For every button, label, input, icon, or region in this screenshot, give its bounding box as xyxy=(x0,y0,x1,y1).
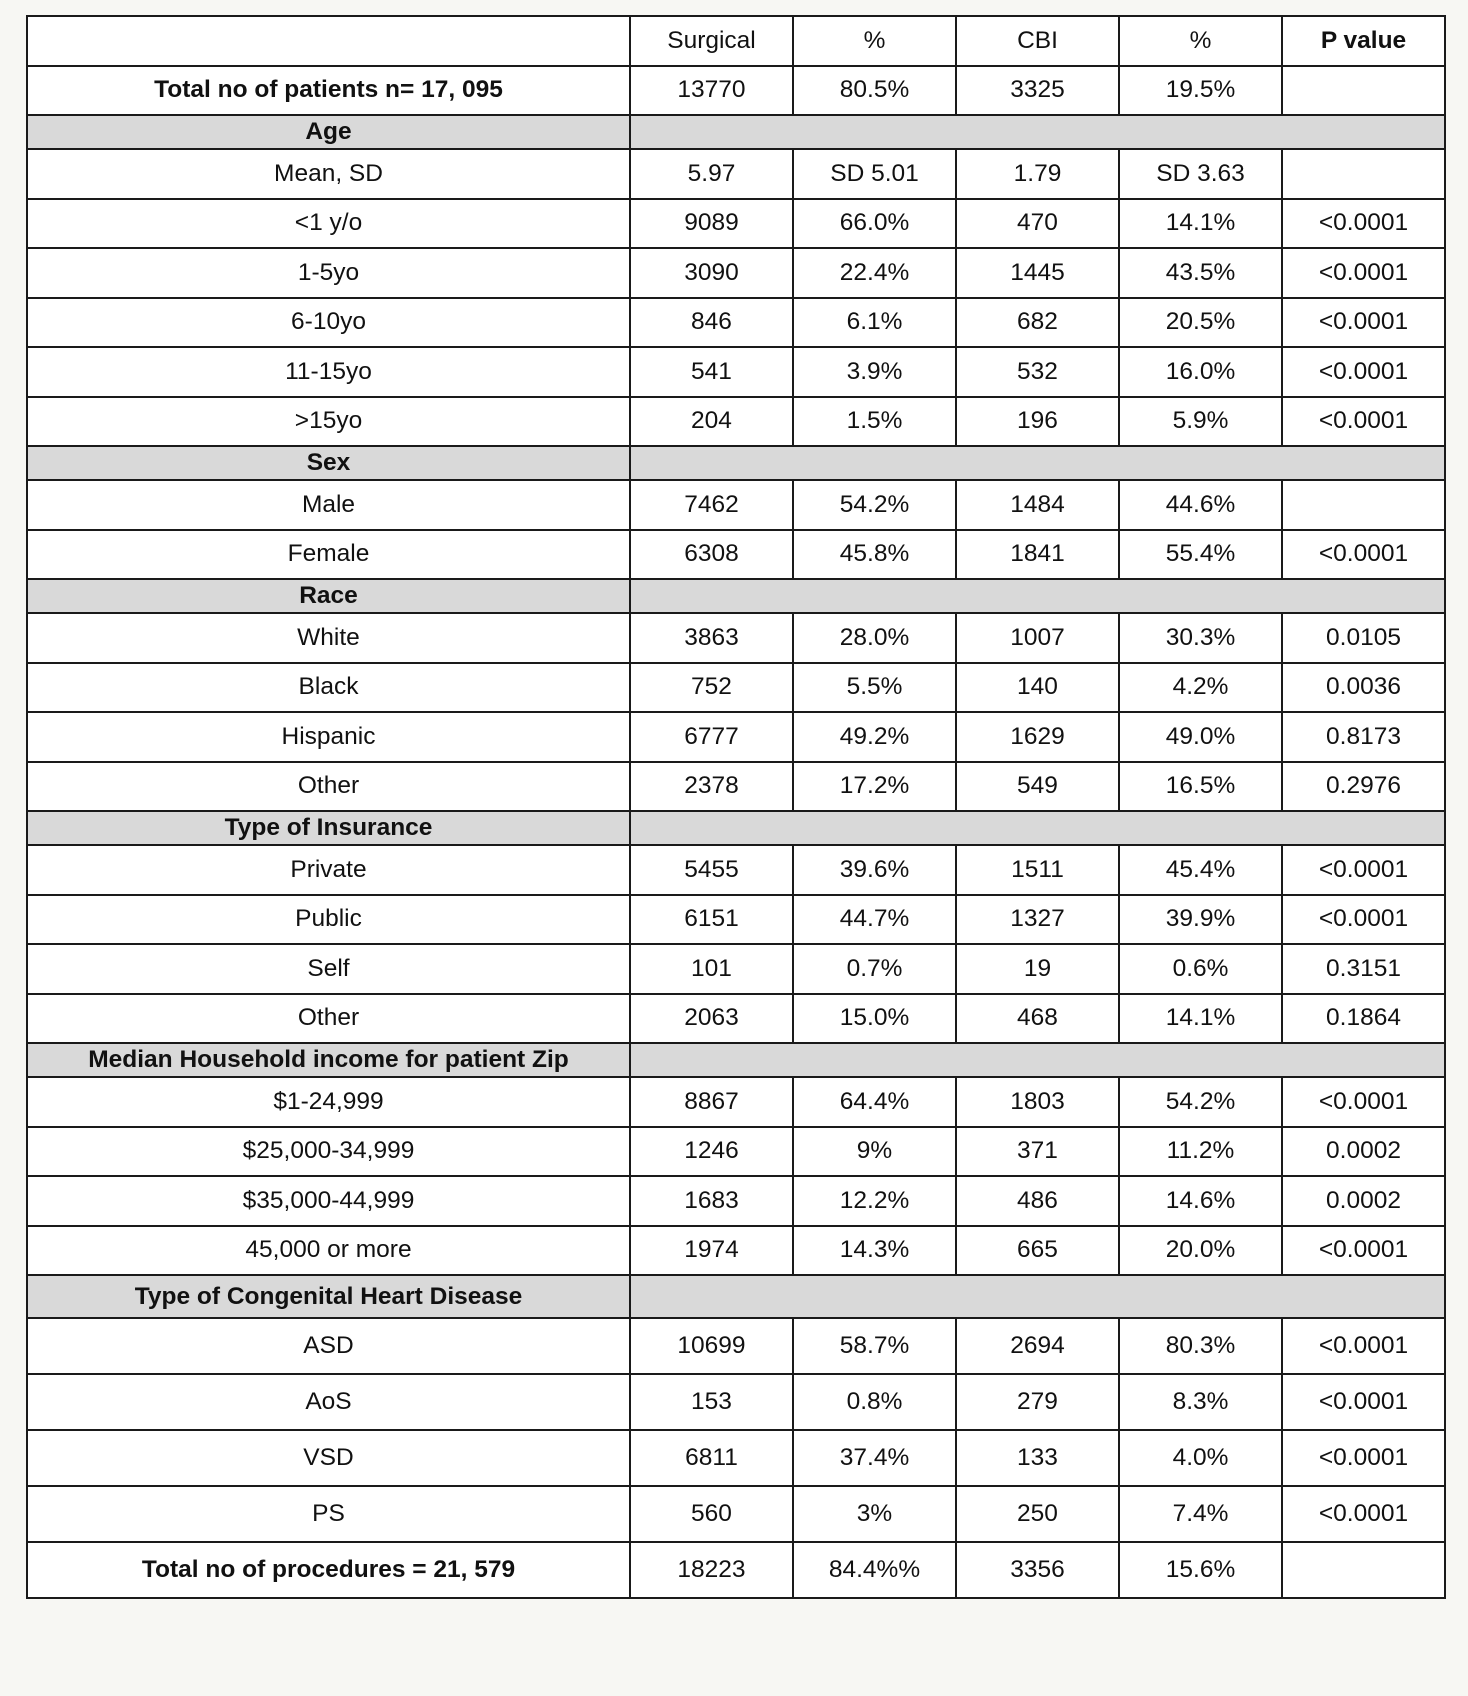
surgical-count: 1246 xyxy=(630,1127,793,1177)
section-header-row xyxy=(27,1275,1445,1318)
header-cell-p-value: P value xyxy=(1282,16,1445,66)
header-cell-label xyxy=(27,16,630,66)
cbi-count: 250 xyxy=(956,1486,1119,1542)
table-row xyxy=(27,298,1445,348)
surgical-percent: 17.2% xyxy=(793,762,956,812)
p-value: 0.8173 xyxy=(1282,712,1445,762)
table-row xyxy=(27,347,1445,397)
cbi-count: 665 xyxy=(956,1226,1119,1276)
surgical-percent: 64.4% xyxy=(793,1077,956,1127)
cbi-percent: 16.5% xyxy=(1119,762,1282,812)
table-row xyxy=(27,1176,1445,1226)
surgical-count: 6777 xyxy=(630,712,793,762)
p-value: <0.0001 xyxy=(1282,199,1445,249)
p-value: <0.0001 xyxy=(1282,298,1445,348)
row-label: $1-24,999 xyxy=(27,1077,630,1127)
cbi-count: 1327 xyxy=(956,895,1119,945)
row-label: AoS xyxy=(27,1374,630,1430)
total-row xyxy=(27,1542,1445,1598)
cbi-percent: 19.5% xyxy=(1119,66,1282,116)
table-row xyxy=(27,895,1445,945)
surgical-percent: SD 5.01 xyxy=(793,149,956,199)
table-row xyxy=(27,530,1445,580)
cbi-count: 1803 xyxy=(956,1077,1119,1127)
surgical-count: 5.97 xyxy=(630,149,793,199)
surgical-count: 846 xyxy=(630,298,793,348)
p-value: 0.1864 xyxy=(1282,994,1445,1044)
section-header-row xyxy=(27,1043,1445,1077)
section-filler xyxy=(630,115,1445,149)
section-header-row xyxy=(27,579,1445,613)
cbi-count: 532 xyxy=(956,347,1119,397)
p-value xyxy=(1282,480,1445,530)
cbi-percent: 20.5% xyxy=(1119,298,1282,348)
surgical-count: 10699 xyxy=(630,1318,793,1374)
p-value: <0.0001 xyxy=(1282,248,1445,298)
row-label: Total no of patients n= 17, 095 xyxy=(27,66,630,116)
cbi-count: 196 xyxy=(956,397,1119,447)
surgical-percent: 5.5% xyxy=(793,663,956,713)
cbi-percent: 11.2% xyxy=(1119,1127,1282,1177)
surgical-percent: 45.8% xyxy=(793,530,956,580)
surgical-count: 5455 xyxy=(630,845,793,895)
surgical-count: 13770 xyxy=(630,66,793,116)
header-cell-cbi: CBI xyxy=(956,16,1119,66)
surgical-count: 8867 xyxy=(630,1077,793,1127)
surgical-count: 2378 xyxy=(630,762,793,812)
surgical-percent: 9% xyxy=(793,1127,956,1177)
cbi-percent: 7.4% xyxy=(1119,1486,1282,1542)
cbi-count: 279 xyxy=(956,1374,1119,1430)
row-label: Female xyxy=(27,530,630,580)
surgical-count: 7462 xyxy=(630,480,793,530)
p-value: <0.0001 xyxy=(1282,1226,1445,1276)
row-label: 6-10yo xyxy=(27,298,630,348)
row-label: 45,000 or more xyxy=(27,1226,630,1276)
cbi-percent: 45.4% xyxy=(1119,845,1282,895)
cbi-percent: 30.3% xyxy=(1119,613,1282,663)
surgical-percent: 54.2% xyxy=(793,480,956,530)
row-label: Private xyxy=(27,845,630,895)
cbi-count: 1841 xyxy=(956,530,1119,580)
surgical-percent: 0.8% xyxy=(793,1374,956,1430)
surgical-percent: 44.7% xyxy=(793,895,956,945)
cbi-count: 1511 xyxy=(956,845,1119,895)
surgical-count: 101 xyxy=(630,944,793,994)
table-row xyxy=(27,480,1445,530)
cbi-count: 470 xyxy=(956,199,1119,249)
section-label: Type of Congenital Heart Disease xyxy=(27,1275,630,1318)
row-label: Public xyxy=(27,895,630,945)
table-row xyxy=(27,845,1445,895)
p-value: <0.0001 xyxy=(1282,895,1445,945)
surgical-count: 6151 xyxy=(630,895,793,945)
cbi-percent: 0.6% xyxy=(1119,944,1282,994)
table-row xyxy=(27,1318,1445,1374)
cbi-percent: 55.4% xyxy=(1119,530,1282,580)
section-label: Age xyxy=(27,115,630,149)
p-value xyxy=(1282,149,1445,199)
table-row xyxy=(27,1374,1445,1430)
surgical-count: 1683 xyxy=(630,1176,793,1226)
header-row xyxy=(27,16,1445,66)
surgical-count: 6811 xyxy=(630,1430,793,1486)
header-cell-surgical-percent: % xyxy=(793,16,956,66)
table-row xyxy=(27,397,1445,447)
row-label: Mean, SD xyxy=(27,149,630,199)
cbi-percent: 14.1% xyxy=(1119,994,1282,1044)
surgical-percent: 0.7% xyxy=(793,944,956,994)
cbi-count: 133 xyxy=(956,1430,1119,1486)
cbi-count: 1484 xyxy=(956,480,1119,530)
p-value: <0.0001 xyxy=(1282,347,1445,397)
table-row xyxy=(27,712,1445,762)
table-row xyxy=(27,1077,1445,1127)
table-row xyxy=(27,248,1445,298)
cbi-count: 486 xyxy=(956,1176,1119,1226)
row-label: White xyxy=(27,613,630,663)
surgical-percent: 58.7% xyxy=(793,1318,956,1374)
cbi-percent: 4.2% xyxy=(1119,663,1282,713)
cbi-percent: 4.0% xyxy=(1119,1430,1282,1486)
row-label: Total no of procedures = 21, 579 xyxy=(27,1542,630,1598)
cbi-percent: 5.9% xyxy=(1119,397,1282,447)
table-row xyxy=(27,762,1445,812)
cbi-percent: 20.0% xyxy=(1119,1226,1282,1276)
row-label: 1-5yo xyxy=(27,248,630,298)
cbi-percent: 39.9% xyxy=(1119,895,1282,945)
p-value: <0.0001 xyxy=(1282,1430,1445,1486)
surgical-count: 541 xyxy=(630,347,793,397)
cbi-percent: 14.6% xyxy=(1119,1176,1282,1226)
p-value: <0.0001 xyxy=(1282,1318,1445,1374)
row-label: VSD xyxy=(27,1430,630,1486)
surgical-percent: 3.9% xyxy=(793,347,956,397)
cbi-percent: SD 3.63 xyxy=(1119,149,1282,199)
surgical-percent: 37.4% xyxy=(793,1430,956,1486)
surgical-count: 18223 xyxy=(630,1542,793,1598)
row-label: Self xyxy=(27,944,630,994)
surgical-percent: 6.1% xyxy=(793,298,956,348)
cbi-count: 1445 xyxy=(956,248,1119,298)
cbi-count: 1629 xyxy=(956,712,1119,762)
p-value xyxy=(1282,1542,1445,1598)
p-value xyxy=(1282,66,1445,116)
row-label: Other xyxy=(27,994,630,1044)
section-label: Median Household income for patient Zip xyxy=(27,1043,630,1077)
table-row xyxy=(27,199,1445,249)
cbi-percent: 8.3% xyxy=(1119,1374,1282,1430)
cbi-percent: 44.6% xyxy=(1119,480,1282,530)
surgical-percent: 22.4% xyxy=(793,248,956,298)
section-filler xyxy=(630,1043,1445,1077)
cbi-percent: 54.2% xyxy=(1119,1077,1282,1127)
surgical-percent: 39.6% xyxy=(793,845,956,895)
section-header-row xyxy=(27,811,1445,845)
cbi-count: 140 xyxy=(956,663,1119,713)
table-row xyxy=(27,613,1445,663)
table-body xyxy=(27,16,1445,1598)
section-filler xyxy=(630,811,1445,845)
section-filler xyxy=(630,579,1445,613)
table-row xyxy=(27,1486,1445,1542)
cbi-count: 1.79 xyxy=(956,149,1119,199)
surgical-count: 2063 xyxy=(630,994,793,1044)
row-label: Hispanic xyxy=(27,712,630,762)
p-value: <0.0001 xyxy=(1282,397,1445,447)
surgical-percent: 80.5% xyxy=(793,66,956,116)
surgical-count: 3090 xyxy=(630,248,793,298)
p-value: <0.0001 xyxy=(1282,530,1445,580)
cbi-percent: 16.0% xyxy=(1119,347,1282,397)
table-row xyxy=(27,1226,1445,1276)
cbi-count: 3356 xyxy=(956,1542,1119,1598)
surgical-count: 9089 xyxy=(630,199,793,249)
row-label: 11-15yo xyxy=(27,347,630,397)
table-row xyxy=(27,663,1445,713)
surgical-percent: 3% xyxy=(793,1486,956,1542)
surgical-count: 153 xyxy=(630,1374,793,1430)
cbi-count: 3325 xyxy=(956,66,1119,116)
surgical-percent: 14.3% xyxy=(793,1226,956,1276)
cbi-percent: 14.1% xyxy=(1119,199,1282,249)
p-value: 0.0002 xyxy=(1282,1127,1445,1177)
row-label: $35,000-44,999 xyxy=(27,1176,630,1226)
p-value: <0.0001 xyxy=(1282,845,1445,895)
cbi-count: 549 xyxy=(956,762,1119,812)
surgical-percent: 66.0% xyxy=(793,199,956,249)
cbi-count: 371 xyxy=(956,1127,1119,1177)
surgical-count: 560 xyxy=(630,1486,793,1542)
table-row xyxy=(27,994,1445,1044)
section-header-row xyxy=(27,115,1445,149)
table-row xyxy=(27,1127,1445,1177)
table-row xyxy=(27,1430,1445,1486)
p-value: <0.0001 xyxy=(1282,1374,1445,1430)
row-label: >15yo xyxy=(27,397,630,447)
p-value: 0.0002 xyxy=(1282,1176,1445,1226)
table-row xyxy=(27,149,1445,199)
header-cell-surgical: Surgical xyxy=(630,16,793,66)
surgical-percent: 12.2% xyxy=(793,1176,956,1226)
section-header-row xyxy=(27,446,1445,480)
surgical-percent: 49.2% xyxy=(793,712,956,762)
row-label: $25,000-34,999 xyxy=(27,1127,630,1177)
cbi-percent: 15.6% xyxy=(1119,1542,1282,1598)
section-label: Sex xyxy=(27,446,630,480)
surgical-count: 204 xyxy=(630,397,793,447)
row-label: ASD xyxy=(27,1318,630,1374)
cbi-count: 2694 xyxy=(956,1318,1119,1374)
cbi-count: 682 xyxy=(956,298,1119,348)
p-value: <0.0001 xyxy=(1282,1077,1445,1127)
surgical-percent: 1.5% xyxy=(793,397,956,447)
surgical-percent: 15.0% xyxy=(793,994,956,1044)
row-label: PS xyxy=(27,1486,630,1542)
cbi-percent: 43.5% xyxy=(1119,248,1282,298)
section-filler xyxy=(630,446,1445,480)
surgical-percent: 84.4%% xyxy=(793,1542,956,1598)
surgical-count: 3863 xyxy=(630,613,793,663)
section-filler xyxy=(630,1275,1445,1318)
section-label: Type of Insurance xyxy=(27,811,630,845)
cbi-percent: 49.0% xyxy=(1119,712,1282,762)
cbi-count: 468 xyxy=(956,994,1119,1044)
total-row xyxy=(27,66,1445,116)
p-value: 0.2976 xyxy=(1282,762,1445,812)
surgical-count: 1974 xyxy=(630,1226,793,1276)
cbi-count: 1007 xyxy=(956,613,1119,663)
row-label: <1 y/o xyxy=(27,199,630,249)
p-value: <0.0001 xyxy=(1282,1486,1445,1542)
row-label: Male xyxy=(27,480,630,530)
p-value: 0.0036 xyxy=(1282,663,1445,713)
surgical-percent: 28.0% xyxy=(793,613,956,663)
section-label: Race xyxy=(27,579,630,613)
cbi-count: 19 xyxy=(956,944,1119,994)
surgical-count: 752 xyxy=(630,663,793,713)
cbi-percent: 80.3% xyxy=(1119,1318,1282,1374)
row-label: Black xyxy=(27,663,630,713)
table-row xyxy=(27,944,1445,994)
p-value: 0.0105 xyxy=(1282,613,1445,663)
surgical-count: 6308 xyxy=(630,530,793,580)
demographics-table xyxy=(26,15,1446,1599)
header-cell-cbi-percent: % xyxy=(1119,16,1282,66)
p-value: 0.3151 xyxy=(1282,944,1445,994)
row-label: Other xyxy=(27,762,630,812)
